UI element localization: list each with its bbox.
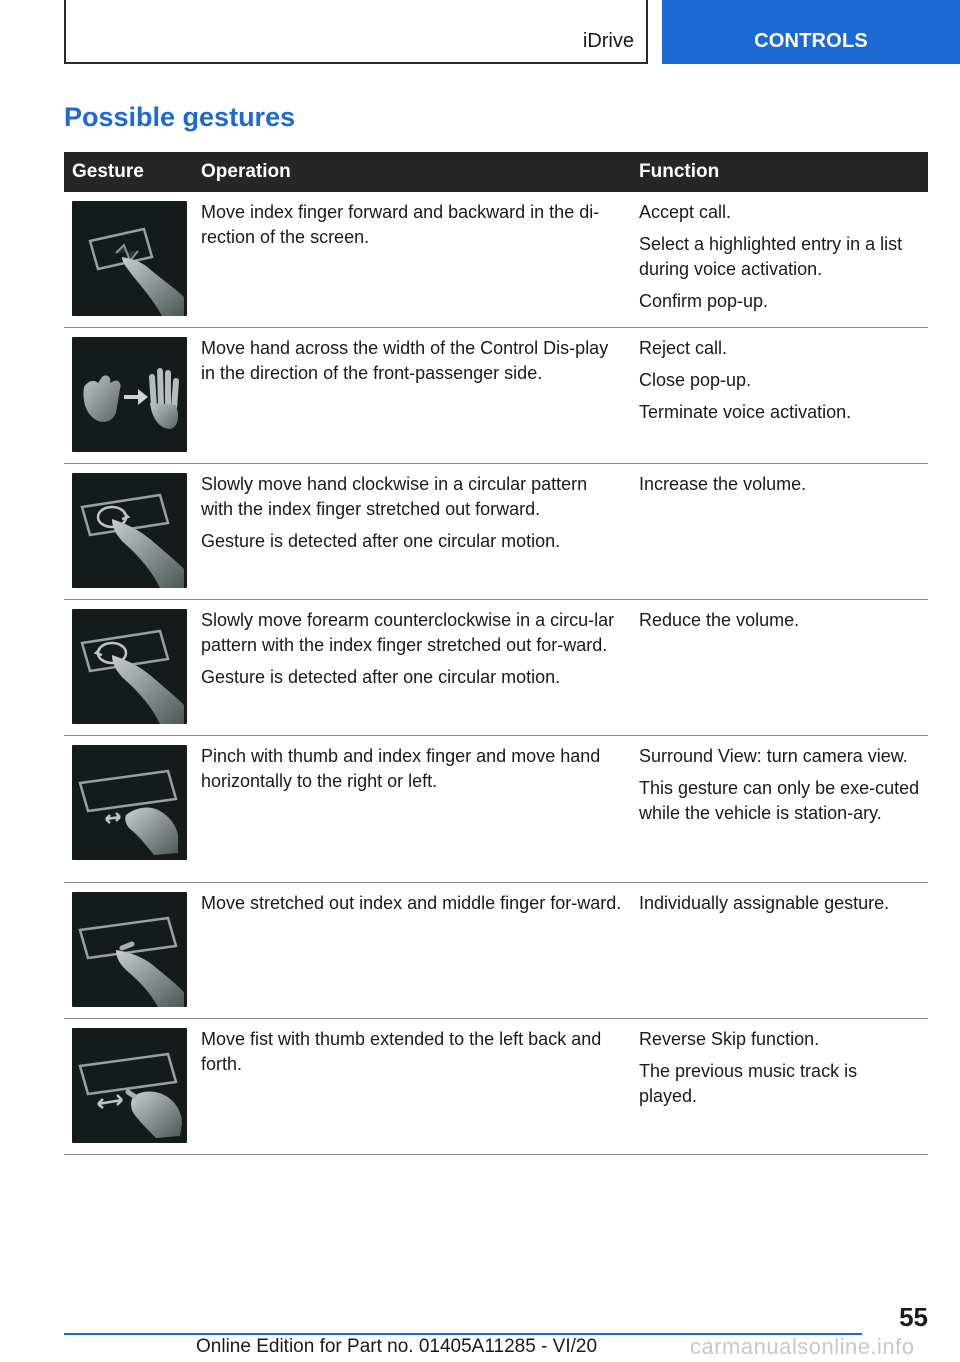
footer-edition: Online Edition for Part no. 01405A11285 - VI/20 [196,1336,598,1357]
function-text: Confirm pop-up. [639,291,769,311]
gesture-cell [64,600,193,735]
table-row [64,883,928,1019]
function-cell [631,883,928,1018]
function-text: Reject call. [639,338,728,358]
table-row [64,464,928,600]
function-cell [631,600,928,735]
page-title: Possible gestures [64,102,296,132]
gesture-cell [64,328,193,463]
operation-cell [193,328,631,463]
function-text: Increase the volume. [639,474,807,494]
function-text: The previous music track is played. [639,1061,858,1106]
page-number: 55 [899,1302,928,1332]
function-text: Accept call. [639,202,732,222]
function-text: Reverse Skip function. [639,1029,820,1049]
operation-cell [193,736,631,882]
operation-cell [193,464,631,599]
operation-text: Move hand across the width of the Control Dis-play in the direction of the front-passenger side. [201,338,609,383]
function-text: Reduce the volume. [639,610,800,630]
header-section-label: iDrive [582,30,634,52]
function-text: This gesture can only be exe-cuted while the vehicle is station-ary. [639,778,920,823]
fist-thumb-back-forth-gesture-icon [72,1028,187,1143]
gesture-cell [64,464,193,599]
clockwise-circle-gesture-icon [72,473,187,588]
table-row [64,328,928,464]
gesture-cell [64,883,193,1018]
gesture-cell [64,736,193,882]
operation-text: Gesture is detected after one circular motion. [201,667,561,687]
function-text: Close pop-up. [639,370,752,390]
gesture-cell [64,192,193,327]
function-cell [631,328,928,463]
counterclockwise-circle-gesture-icon [72,609,187,724]
operation-text: Move index finger forward and backward in the di-rection of the screen. [201,202,600,247]
gestures-table [64,152,928,1155]
function-text: Terminate voice activation. [639,402,852,422]
table-row [64,736,928,883]
operation-text: Pinch with thumb and index finger and move hand horizontally to the right or left. [201,746,601,791]
table-row [64,1019,928,1155]
function-cell [631,736,928,882]
column-header-gesture: Gesture [72,161,144,182]
two-finger-forward-gesture-icon [72,892,187,1007]
operation-cell [193,1019,631,1154]
operation-text: Slowly move hand clockwise in a circular pattern with the index finger stretched out forward. [201,474,588,519]
column-header-function: Function [639,161,720,182]
watermark: carmanualsonline.info [690,1334,915,1359]
table-row [64,192,928,328]
header-section-box [64,0,648,64]
index-finger-forward-backward-gesture-icon [72,201,187,316]
operation-text: Move fist with thumb extended to the left back and forth. [201,1029,602,1074]
function-cell [631,464,928,599]
function-cell [631,1019,928,1154]
pinch-move-gesture-icon [72,745,187,860]
operation-text: Gesture is detected after one circular motion. [201,531,561,551]
operation-cell [193,600,631,735]
gesture-cell [64,1019,193,1154]
operation-text: Move stretched out index and middle finger for-ward. [201,893,622,913]
header-chapter-tab: CONTROLS [662,0,960,64]
function-text: Select a highlighted entry in a list during voice activation. [639,234,903,279]
function-text: Surround View: turn camera view. [639,746,908,766]
operation-cell [193,192,631,327]
hand-swipe-gesture-icon [72,337,187,452]
operation-text: Slowly move forearm counterclockwise in a circu-lar pattern with the index finger stretched out for-ward. [201,610,615,655]
table-header [64,152,928,192]
operation-cell [193,883,631,1018]
table-row [64,600,928,736]
column-header-operation: Operation [201,161,291,182]
function-cell [631,192,928,327]
function-text: Individually assignable gesture. [639,893,890,913]
